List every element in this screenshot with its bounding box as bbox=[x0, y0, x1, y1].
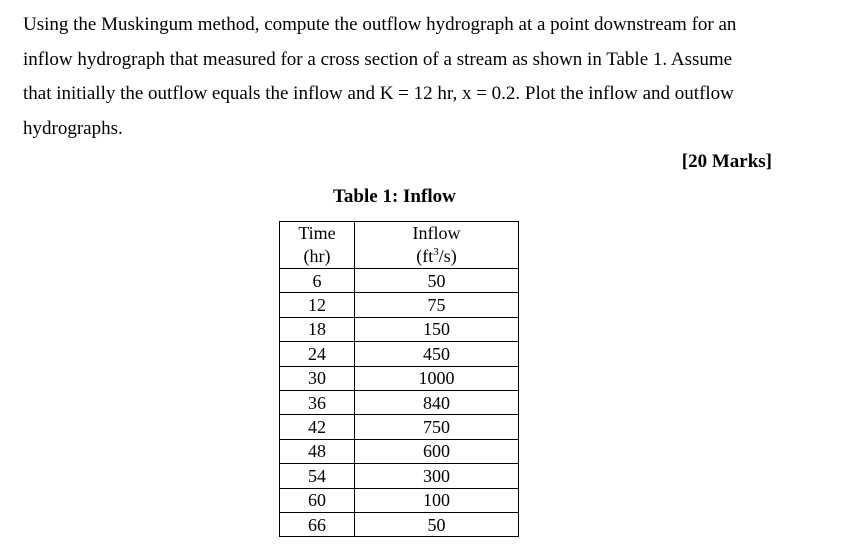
time-cell: 12 bbox=[280, 293, 355, 317]
inflow-cell: 300 bbox=[355, 464, 519, 488]
time-cell: 42 bbox=[280, 415, 355, 439]
time-cell: 48 bbox=[280, 439, 355, 463]
inflow-table bbox=[279, 221, 519, 537]
time-cell: 36 bbox=[280, 390, 355, 414]
inflow-cell: 50 bbox=[355, 512, 519, 536]
time-cell: 54 bbox=[280, 464, 355, 488]
table-row bbox=[280, 390, 519, 414]
table-row bbox=[280, 415, 519, 439]
table-row bbox=[280, 512, 519, 536]
time-cell: 24 bbox=[280, 342, 355, 366]
table-title: Table 1: Inflow bbox=[333, 186, 456, 207]
table-row bbox=[280, 464, 519, 488]
table-row bbox=[280, 293, 519, 317]
time-cell: 60 bbox=[280, 488, 355, 512]
question-text bbox=[23, 8, 793, 146]
table-row bbox=[280, 488, 519, 512]
time-cell: 66 bbox=[280, 512, 355, 536]
inflow-cell: 840 bbox=[355, 390, 519, 414]
inflow-cell: 50 bbox=[355, 269, 519, 293]
inflow-cell: 600 bbox=[355, 439, 519, 463]
time-column-header: Time (hr) bbox=[280, 222, 355, 269]
marks-label: [20 Marks] bbox=[681, 151, 772, 172]
table-row bbox=[280, 366, 519, 390]
inflow-column-header: Inflow $(ft^3/s)$ bbox=[355, 222, 519, 269]
table-row bbox=[280, 317, 519, 341]
question-line: that initially the outflow equals the inflow and K = 12 hr, x = 0.2. Plot the inflow and outflow bbox=[23, 83, 734, 104]
time-cell: 18 bbox=[280, 317, 355, 341]
table-row bbox=[280, 439, 519, 463]
inflow-cell: 100 bbox=[355, 488, 519, 512]
inflow-cell: 75 bbox=[355, 293, 519, 317]
question-line: Using the Muskingum method, compute the outflow hydrograph at a point downstream for an bbox=[23, 14, 737, 35]
inflow-cell: 750 bbox=[355, 415, 519, 439]
question-line: hydrographs. bbox=[23, 117, 123, 139]
table-row bbox=[280, 342, 519, 366]
inflow-cell: 450 bbox=[355, 342, 519, 366]
time-cell: 30 bbox=[280, 366, 355, 390]
table-header-row bbox=[280, 222, 519, 269]
question-line: inflow hydrograph that measured for a cross section of a stream as shown in Table 1. Assume bbox=[23, 48, 733, 70]
inflow-cell: 150 bbox=[355, 317, 519, 341]
table-row bbox=[280, 269, 519, 293]
time-cell: 6 bbox=[280, 269, 355, 293]
inflow-cell: 1000 bbox=[355, 366, 519, 390]
